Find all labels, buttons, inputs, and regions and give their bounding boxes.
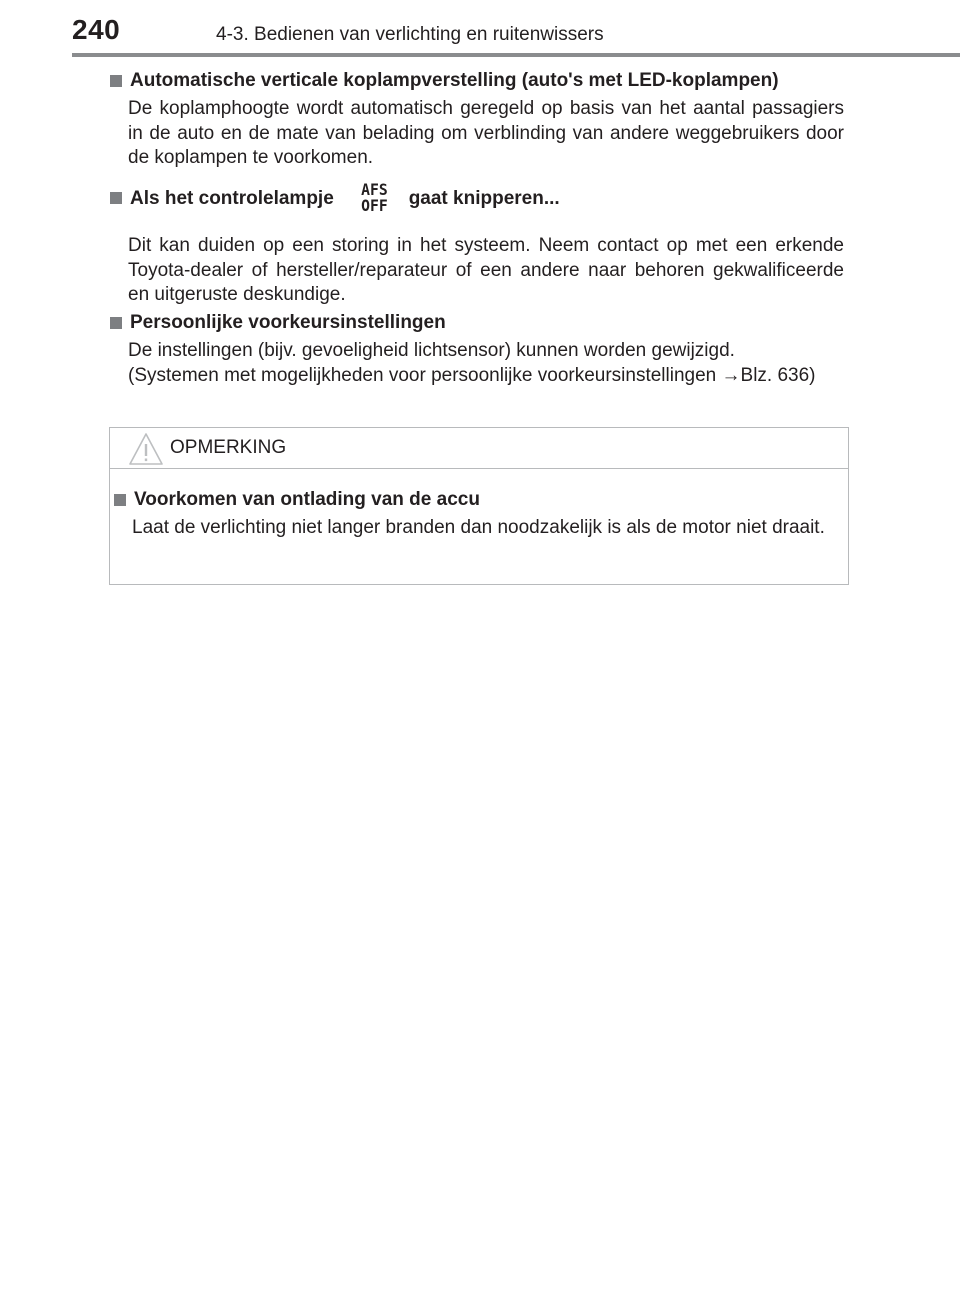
notice-body-text: Laat de verlichting niet langer branden dan noodzakelijk is als de motor niet draait. bbox=[132, 517, 825, 538]
chapter-title: 4-3. Bedienen van verlichting en ruitenwissers bbox=[216, 24, 604, 45]
section-body-line2: (Systemen met mogelijkheden voor persoonlijke voorkeursinstellingen →Blz. 636) bbox=[128, 364, 816, 386]
section-personal-settings bbox=[110, 310, 844, 388]
page-number: 240 bbox=[72, 14, 121, 45]
section-warning-light bbox=[110, 182, 844, 308]
section-heading bbox=[110, 68, 844, 93]
section-heading-text-end: gaat knipperen... bbox=[408, 187, 560, 209]
section-auto-leveling bbox=[110, 68, 844, 171]
square-bullet-icon bbox=[110, 317, 122, 329]
notice-content bbox=[114, 487, 836, 541]
afs-icon-line1: AFS bbox=[360, 180, 388, 199]
section-body: De koplamphoogte wordt automatisch geregeld op basis van het aantal passagiers in de auto en de mate van belading om verblinding van andere weggebruikers door de koplampen te voorkomen. bbox=[128, 98, 844, 168]
section-body-line1: De instellingen (bijv. gevoeligheid lichtsensor) kunnen worden gewijzigd. bbox=[128, 340, 735, 361]
square-bullet-icon bbox=[110, 75, 122, 87]
notice-heading bbox=[114, 487, 836, 512]
square-bullet-icon bbox=[114, 494, 126, 506]
afs-off-indicator-icon bbox=[361, 182, 388, 214]
page-header bbox=[0, 0, 960, 60]
section-heading-text: Als het controlelampje bbox=[130, 187, 334, 209]
notice-title: OPMERKING bbox=[170, 437, 287, 458]
section-heading bbox=[110, 182, 844, 214]
notice-box bbox=[109, 427, 849, 585]
square-bullet-icon bbox=[110, 192, 122, 204]
section-heading-text: Persoonlijke voorkeursinstellingen bbox=[130, 312, 446, 333]
section-heading-text: Automatische verticale koplampverstelling (auto's met LED-koplampen) bbox=[130, 70, 779, 91]
section-body: Dit kan duiden op een storing in het systeem. Neem contact op met een erkende Toyota-dealer of hersteller/reparateur of een andere naar behoren gekwalificeerde en uitgeruste deskundige. bbox=[128, 235, 844, 305]
notice-header bbox=[110, 428, 848, 469]
section-heading bbox=[110, 310, 844, 335]
warning-triangle-icon bbox=[128, 432, 164, 466]
notice-heading-text: Voorkomen van ontlading van de accu bbox=[134, 489, 480, 510]
header-rule bbox=[72, 53, 960, 57]
afs-icon-line2: OFF bbox=[360, 196, 388, 215]
